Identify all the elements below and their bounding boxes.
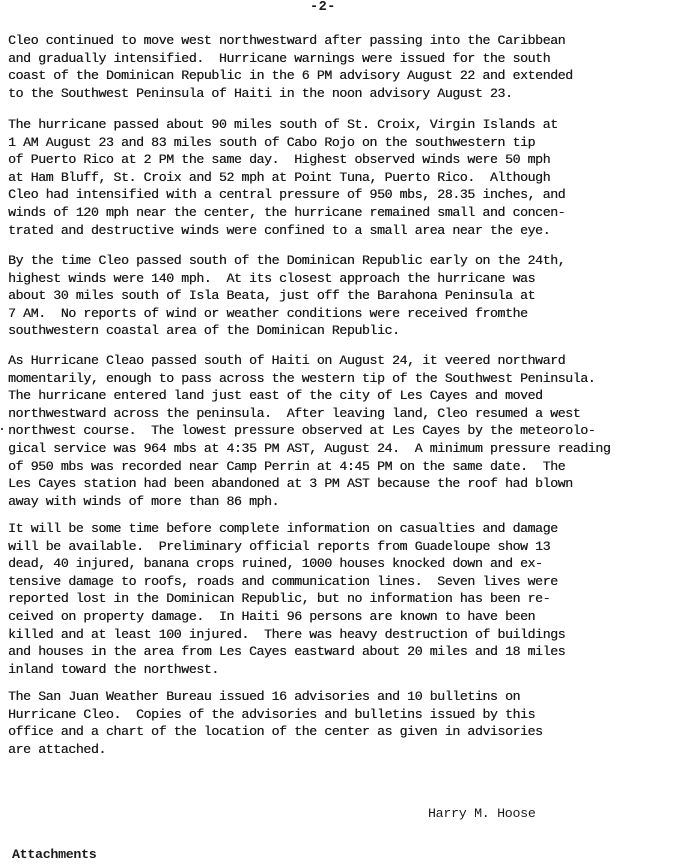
text-line: at Ham Bluff, St. Croix and 52 mph at Point Tuna, Puerto Rico. Although: [8, 169, 551, 185]
text-line: By the time Cleo passed south of the Dominican Republic early on the 24th,: [8, 253, 566, 268]
text-line: ceived on property damage. In Haiti 96 persons are known to have been: [8, 608, 536, 624]
text-line: The hurricane entered land just east of the city of Les Cayes and moved: [8, 388, 543, 404]
text-line: northwestward across the peninsula. After leaving land, Cleo resumed a west: [8, 405, 581, 421]
text-line: Cleo continued to move west northwestward after passing into the Caribbean: [8, 33, 566, 48]
text-line: away with winds of more than 86 mph.: [8, 493, 280, 509]
text-line: northwest course. The lowest pressure observed at Les Cayes by the meteorolo-: [8, 423, 596, 439]
text-line: office and a chart of the location of the center as given in advisories: [8, 724, 543, 740]
text-line: to the Southwest Peninsula of Haiti in the noon advisory August 23.: [8, 85, 513, 101]
paragraph-st-croix-puerto-rico: [8, 116, 680, 239]
text-line: momentarily, enough to pass across the western tip of the Southwest Peninsula.: [8, 370, 596, 386]
text-line: Hurricane Cleo. Copies of the advisories and bulletins issued by this: [8, 706, 536, 722]
text-line: highest winds were 140 mph. At its closest approach the hurricane was: [8, 270, 536, 286]
text-line: As Hurricane Cleao passed south of Haiti on August 24, it veered northward: [8, 353, 566, 368]
margin-mark: [1, 428, 3, 430]
text-line: The hurricane passed about 90 miles south of St. Croix, Virgin Islands at: [8, 117, 558, 132]
text-line: gical service was 964 mbs at 4:35 PM AST, August 24. A minimum pressure reading: [8, 440, 611, 456]
text-line: of Puerto Rico at 2 PM the same day. Highest observed winds were 50 mph: [8, 152, 551, 168]
page-number: -2-: [310, 0, 336, 15]
text-line: killed and at least 100 injured. There was heavy destruction of buildings: [8, 626, 566, 642]
text-line: coast of the Dominican Republic in the 6 PM advisory August 22 and extended: [8, 68, 573, 84]
text-line: It will be some time before complete information on casualties and damage: [8, 521, 558, 536]
text-line: of 950 mbs was recorded near Camp Perrin at 4:45 PM on the same date. The: [8, 458, 566, 474]
signature: Harry M. Hoose: [428, 806, 536, 821]
text-line: and gradually intensified. Hurricane warnings were issued for the south: [8, 50, 551, 66]
text-line: about 30 miles south of Isla Beata, just off the Barahona Peninsula at: [8, 288, 536, 304]
text-line: are attached.: [8, 741, 106, 757]
text-line: will be available. Preliminary official reports from Guadeloupe show 13: [8, 538, 551, 554]
text-line: Cleo had intensified with a central pressure of 950 mbs, 28.35 inches, and: [8, 187, 566, 203]
text-line: inland toward the northwest.: [8, 661, 219, 677]
text-line: Les Cayes station had been abandoned at 3 PM AST because the roof had blown: [8, 476, 573, 492]
text-line: southwestern coastal area of the Dominican Republic.: [8, 323, 400, 339]
attachments-label: Attachments: [12, 847, 97, 862]
text-line: trated and destructive winds were confined to a small area near the eye.: [8, 222, 551, 238]
paragraph-cleo-intensification: [8, 32, 680, 102]
paragraph-advisories: [8, 688, 680, 758]
text-line: 1 AM August 23 and 83 miles south of Cabo Rojo on the southwestern tip: [8, 134, 536, 150]
text-line: and houses in the area from Les Cayes eastward about 20 miles and 18 miles: [8, 644, 566, 660]
paragraph-dominican-republic: [8, 252, 680, 340]
text-line: dead, 40 injured, banana crops ruined, 1000 houses knocked down and ex-: [8, 556, 543, 572]
text-line: tensive damage to roofs, roads and communication lines. Seven lives were: [8, 573, 558, 589]
text-line: The San Juan Weather Bureau issued 16 advisories and 10 bulletins on: [8, 689, 521, 704]
paragraph-haiti-landfall: [8, 352, 680, 510]
text-line: winds of 120 mph near the center, the hurricane remained small and concen-: [8, 204, 566, 220]
text-line: 7 AM. No reports of wind or weather conditions were received fromthe: [8, 305, 528, 321]
text-line: reported lost in the Dominican Republic, but no information has been re-: [8, 591, 551, 607]
paragraph-casualties-damage: [8, 520, 680, 678]
